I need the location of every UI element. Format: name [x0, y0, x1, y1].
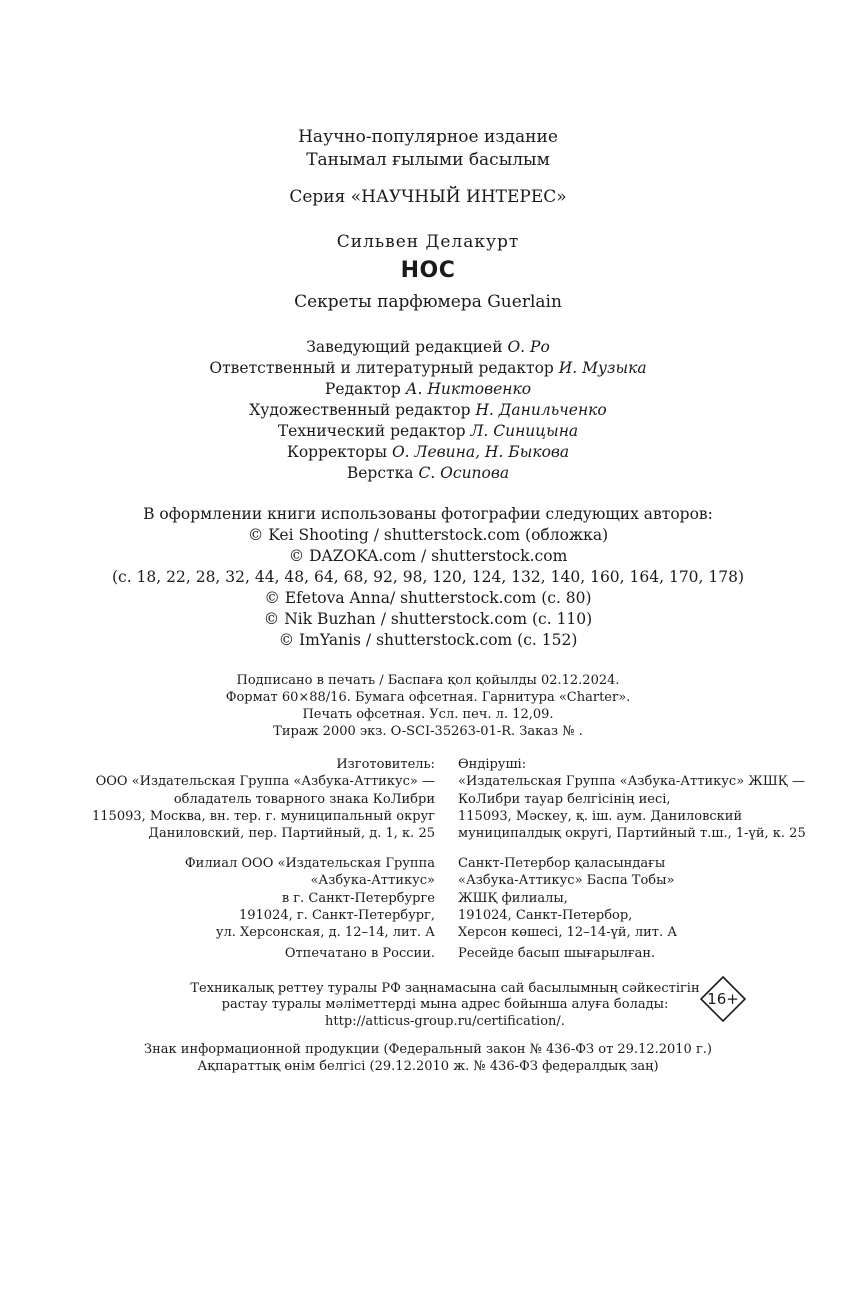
info-sign-kz: Ақпараттық өнім белгісі (29.12.2010 ж. № 436-ФЗ федералдық заң)	[197, 1059, 659, 1074]
photo-credit: © Nik Buzhan / shutterstock.com (с. 110)	[263, 610, 593, 628]
book-subtitle: Секреты парфюмера Guerlain	[294, 292, 562, 312]
print-run: Тираж 2000 экз. O-SCI-35263-01-R. Заказ № .	[273, 724, 583, 739]
photo-credit: © DAZOKA.com / shutterstock.com	[288, 547, 568, 565]
photo-credit: © Kei Shooting / shutterstock.com (обложка)	[247, 526, 609, 544]
info-sign-ru: Знак информационной продукции (Федеральный закон № 436-ФЗ от 29.12.2010 г.)	[144, 1042, 712, 1057]
printed-in-kz: Ресейде басып шығарылған.	[458, 946, 656, 961]
credit-line: Ответственный и литературный редактор И. Музыка	[209, 359, 647, 377]
credit-line: Технический редактор Л. Синицына	[277, 422, 579, 440]
manufacturer-ru: Изготовитель: ООО «Издательская Группа «Азбука-Аттикус» — обладатель товарного знака КоЛибри 115093, Москва, вн. тер. г. муниципальный округ Даниловский, пер. Партийный, д. 1, к. 25	[92, 757, 435, 842]
credit-line: Верстка С. Осипова	[346, 464, 510, 482]
certification-url: http://atticus-group.ru/certification/.	[325, 1014, 565, 1029]
credit-line: Редактор А. Никтовенко	[324, 380, 532, 398]
edition-type-ru: Научно-популярное издание	[298, 127, 558, 147]
printed-in-ru: Отпечатано в России.	[284, 946, 435, 961]
series-name: Серия «НАУЧНЫЙ ИНТЕРЕС»	[289, 187, 567, 207]
print-format: Формат 60×88/16. Бумага офсетная. Гарнитура «Charter».	[225, 690, 631, 705]
credit-line: Заведующий редакцией О. Ро	[306, 338, 550, 356]
print-date: Подписано в печать / Баспаға қол қойылды 02.12.2024.	[236, 673, 620, 688]
manufacturer-kz: Өндіруші: «Издательская Группа «Азбука-Аттикус» ЖШҚ — КоЛибри тауар белгісінің иесі, 115093, Мәскеу, қ. іш. аум. Даниловский муниципалдық округі, Партийный т.ш., 1-үй, к. 25	[458, 757, 806, 842]
book-title: НОС	[400, 258, 456, 283]
edition-type-kz: Танымал ғылыми басылым	[306, 150, 550, 170]
photo-credit: © Efetova Anna/ shutterstock.com (с. 80)	[264, 589, 592, 607]
print-type: Печать офсетная. Усл. печ. л. 12,09.	[302, 707, 554, 722]
author-name: Сильвен Делакурт	[336, 232, 520, 252]
certification-line: Техникалық реттеу туралы РФ заңнамасына сай басылымның сәйкестігін	[190, 981, 700, 996]
branch-kz: Санкт-Петербор қаласындағы «Азбука-Аттикус» Баспа Тобы» ЖШҚ филиалы, 191024, Санкт-Петербор, Херсон көшесі, 12–14-үй, лит. А	[458, 856, 678, 941]
photo-credit: © ImYanis / shutterstock.com (с. 152)	[278, 631, 578, 649]
branch-ru: Филиал ООО «Издательская Группа «Азбука-Аттикус» в г. Санкт-Петербурге 191024, г. Санкт-Петербург, ул. Херсонская, д. 12–14, лит. А	[184, 856, 435, 941]
credit-line: Корректоры О. Левина, Н. Быкова	[286, 443, 570, 461]
credit-line: Художественный редактор Н. Данильченко	[249, 401, 607, 419]
photo-credit-pages: (с. 18, 22, 28, 32, 44, 48, 64, 68, 92, 98, 120, 124, 132, 140, 160, 164, 170, 178)	[111, 568, 745, 586]
age-rating-label: 16+	[707, 990, 739, 1008]
photo-credits-heading: В оформлении книги использованы фотографии следующих авторов:	[143, 505, 713, 523]
certification-line: растау туралы мәліметтерді мына адрес бойынша алуға болады:	[221, 997, 669, 1012]
